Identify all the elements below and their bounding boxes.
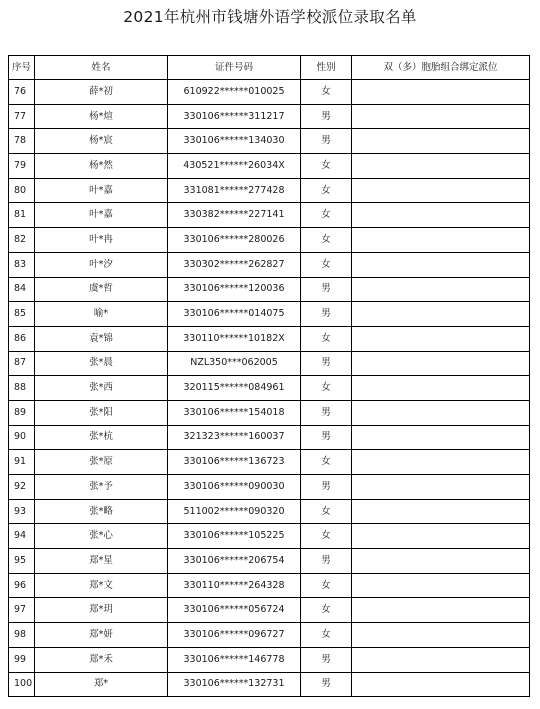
cell-twins-binding — [352, 277, 530, 302]
table-row — [9, 104, 530, 129]
cell-twins-binding — [352, 623, 530, 648]
cell-twins-binding — [352, 475, 530, 500]
cell-twins-binding — [352, 598, 530, 623]
cell-serial-number: 98 — [9, 623, 35, 648]
table-body — [9, 80, 530, 697]
cell-student-name: 杨*宸 — [35, 129, 168, 154]
cell-gender: 女 — [301, 326, 352, 351]
cell-id-number: 330110******264328 — [168, 573, 301, 598]
cell-gender: 女 — [301, 154, 352, 179]
table-row — [9, 351, 530, 376]
cell-gender: 男 — [301, 351, 352, 376]
cell-gender: 女 — [301, 450, 352, 475]
cell-student-name: 喻* — [35, 302, 168, 327]
cell-id-number: 321323******160037 — [168, 425, 301, 450]
cell-twins-binding — [352, 549, 530, 574]
cell-student-name: 叶*汐 — [35, 252, 168, 277]
cell-twins-binding — [352, 351, 530, 376]
cell-twins-binding — [352, 400, 530, 425]
table-row — [9, 80, 530, 105]
cell-id-number: 330106******280026 — [168, 228, 301, 253]
table-row — [9, 598, 530, 623]
cell-twins-binding — [352, 178, 530, 203]
cell-serial-number: 78 — [9, 129, 35, 154]
table-row — [9, 302, 530, 327]
table-row — [9, 672, 530, 697]
table-row — [9, 228, 530, 253]
cell-twins-binding — [352, 425, 530, 450]
cell-student-name: 张*西 — [35, 376, 168, 401]
cell-gender: 男 — [301, 400, 352, 425]
cell-serial-number: 77 — [9, 104, 35, 129]
cell-twins-binding — [352, 573, 530, 598]
table-row — [9, 326, 530, 351]
cell-id-number: 330106******096727 — [168, 623, 301, 648]
cell-serial-number: 80 — [9, 178, 35, 203]
cell-student-name: 叶*冉 — [35, 228, 168, 253]
cell-id-number: 330302******262827 — [168, 252, 301, 277]
cell-gender: 女 — [301, 623, 352, 648]
cell-student-name: 杨*煊 — [35, 104, 168, 129]
table-row — [9, 549, 530, 574]
cell-gender: 男 — [301, 647, 352, 672]
cell-serial-number: 85 — [9, 302, 35, 327]
table-row — [9, 573, 530, 598]
cell-serial-number: 99 — [9, 647, 35, 672]
cell-id-number: 330106******056724 — [168, 598, 301, 623]
cell-serial-number: 76 — [9, 80, 35, 105]
cell-student-name: 张*阳 — [35, 400, 168, 425]
cell-gender: 男 — [301, 104, 352, 129]
cell-student-name: 薛*初 — [35, 80, 168, 105]
cell-serial-number: 90 — [9, 425, 35, 450]
cell-serial-number: 92 — [9, 475, 35, 500]
cell-gender: 女 — [301, 80, 352, 105]
admission-table — [8, 55, 530, 697]
cell-id-number: 330106******132731 — [168, 672, 301, 697]
cell-twins-binding — [352, 302, 530, 327]
table-row — [9, 129, 530, 154]
cell-id-number: 330106******134030 — [168, 129, 301, 154]
cell-serial-number: 94 — [9, 524, 35, 549]
cell-serial-number: 84 — [9, 277, 35, 302]
table-row — [9, 376, 530, 401]
cell-gender: 女 — [301, 499, 352, 524]
cell-serial-number: 95 — [9, 549, 35, 574]
cell-twins-binding — [352, 326, 530, 351]
cell-student-name: 虞*哲 — [35, 277, 168, 302]
cell-id-number: 320115******084961 — [168, 376, 301, 401]
cell-gender: 女 — [301, 598, 352, 623]
cell-twins-binding — [352, 647, 530, 672]
cell-id-number: 331081******277428 — [168, 178, 301, 203]
cell-student-name: 张*原 — [35, 450, 168, 475]
cell-gender: 女 — [301, 228, 352, 253]
cell-twins-binding — [352, 524, 530, 549]
table-row — [9, 400, 530, 425]
cell-gender: 男 — [301, 672, 352, 697]
page-title: 2021年杭州市钱塘外语学校派位录取名单 — [123, 8, 417, 26]
cell-serial-number: 100 — [9, 672, 35, 697]
cell-id-number: 610922******010025 — [168, 80, 301, 105]
header-twins-binding: 双（多）胞胎组合绑定派位 — [352, 56, 530, 80]
cell-serial-number: 81 — [9, 203, 35, 228]
cell-serial-number: 87 — [9, 351, 35, 376]
cell-gender: 女 — [301, 252, 352, 277]
table-header-row — [9, 56, 530, 80]
cell-gender: 男 — [301, 277, 352, 302]
cell-student-name: 郑*妍 — [35, 623, 168, 648]
cell-gender: 女 — [301, 573, 352, 598]
cell-twins-binding — [352, 450, 530, 475]
header-id-number: 证件号码 — [168, 56, 301, 80]
table-row — [9, 623, 530, 648]
table-row — [9, 178, 530, 203]
cell-gender: 男 — [301, 129, 352, 154]
cell-student-name: 郑*文 — [35, 573, 168, 598]
cell-id-number: 330106******105225 — [168, 524, 301, 549]
cell-gender: 女 — [301, 203, 352, 228]
cell-serial-number: 82 — [9, 228, 35, 253]
cell-student-name: 郑*玥 — [35, 598, 168, 623]
table-row — [9, 154, 530, 179]
table-row — [9, 425, 530, 450]
table-row — [9, 499, 530, 524]
cell-id-number: 330382******227141 — [168, 203, 301, 228]
cell-id-number: 330106******136723 — [168, 450, 301, 475]
cell-gender: 男 — [301, 549, 352, 574]
cell-id-number: 511002******090320 — [168, 499, 301, 524]
header-gender: 性别 — [301, 56, 352, 80]
cell-id-number: 330106******154018 — [168, 400, 301, 425]
table-row — [9, 277, 530, 302]
cell-gender: 男 — [301, 302, 352, 327]
cell-twins-binding — [352, 80, 530, 105]
cell-student-name: 张*心 — [35, 524, 168, 549]
cell-twins-binding — [352, 499, 530, 524]
cell-twins-binding — [352, 154, 530, 179]
header-name: 姓名 — [35, 56, 168, 80]
cell-student-name: 张*略 — [35, 499, 168, 524]
cell-serial-number: 79 — [9, 154, 35, 179]
cell-serial-number: 83 — [9, 252, 35, 277]
table-row — [9, 475, 530, 500]
cell-student-name: 郑*星 — [35, 549, 168, 574]
cell-gender: 女 — [301, 178, 352, 203]
cell-gender: 男 — [301, 475, 352, 500]
cell-serial-number: 96 — [9, 573, 35, 598]
cell-id-number: 330106******146778 — [168, 647, 301, 672]
cell-twins-binding — [352, 104, 530, 129]
cell-id-number: 330106******206754 — [168, 549, 301, 574]
table-row — [9, 450, 530, 475]
header-serial-number: 序号 — [9, 56, 35, 80]
cell-student-name: 杨*然 — [35, 154, 168, 179]
cell-id-number: NZL350***062005 — [168, 351, 301, 376]
cell-id-number: 430521******26034X — [168, 154, 301, 179]
cell-serial-number: 86 — [9, 326, 35, 351]
cell-gender: 女 — [301, 376, 352, 401]
cell-twins-binding — [352, 203, 530, 228]
table-row — [9, 203, 530, 228]
cell-student-name: 叶*嘉 — [35, 203, 168, 228]
cell-serial-number: 91 — [9, 450, 35, 475]
cell-serial-number: 97 — [9, 598, 35, 623]
cell-student-name: 张*杭 — [35, 425, 168, 450]
cell-twins-binding — [352, 252, 530, 277]
cell-student-name: 张*晨 — [35, 351, 168, 376]
cell-serial-number: 93 — [9, 499, 35, 524]
cell-serial-number: 89 — [9, 400, 35, 425]
cell-student-name: 郑* — [35, 672, 168, 697]
cell-gender: 男 — [301, 425, 352, 450]
cell-twins-binding — [352, 672, 530, 697]
cell-id-number: 330106******014075 — [168, 302, 301, 327]
cell-student-name: 张*予 — [35, 475, 168, 500]
cell-student-name: 郑*禾 — [35, 647, 168, 672]
table-row — [9, 252, 530, 277]
cell-student-name: 叶*嘉 — [35, 178, 168, 203]
cell-twins-binding — [352, 129, 530, 154]
cell-gender: 女 — [301, 524, 352, 549]
cell-serial-number: 88 — [9, 376, 35, 401]
cell-id-number: 330106******311217 — [168, 104, 301, 129]
table-row — [9, 647, 530, 672]
cell-twins-binding — [352, 228, 530, 253]
cell-id-number: 330106******090030 — [168, 475, 301, 500]
table-row — [9, 524, 530, 549]
cell-id-number: 330106******120036 — [168, 277, 301, 302]
cell-id-number: 330110******10182X — [168, 326, 301, 351]
cell-student-name: 袁*锦 — [35, 326, 168, 351]
cell-twins-binding — [352, 376, 530, 401]
